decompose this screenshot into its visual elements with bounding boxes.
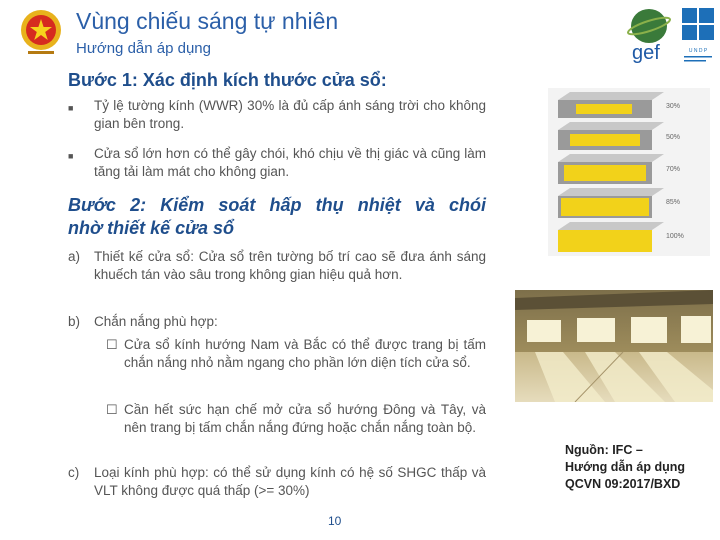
undp-logo-text: U N D P (688, 48, 708, 54)
wwr-block-50 (558, 122, 664, 150)
wwr-label: 30% (666, 103, 681, 110)
checkbox-icon: ☐ (106, 337, 118, 352)
step1-heading: Bước 1: Xác định kích thước cửa sổ: (68, 70, 387, 90)
item-a-text: Thiết kế cửa sổ: Cửa sổ trên tường bố trí cao sẽ đưa ánh sáng khuếch tán vào sâu trong không gian hiệu quả hơn. (94, 249, 486, 282)
checkbox-icon: ☐ (106, 402, 118, 417)
source-line-3: QCVN 09:2017/BXD (565, 477, 681, 491)
wwr-label: 50% (666, 134, 681, 141)
sub-item-1: Cửa sổ kính hướng Nam và Bắc có thể được trang bị tấm chắn nắng nhỏ nằm ngang cho phần lớn diện tích cửa sổ. (124, 337, 486, 370)
step2-heading-line-2: nhờ thiết kế cửa sổ (68, 218, 234, 238)
item-b-marker: b) (68, 314, 81, 329)
source-line-1: Nguồn: IFC – (565, 443, 643, 457)
room-daylight-photo (515, 290, 713, 402)
bullet-icon: ■ (68, 151, 74, 161)
item-b-text: Chắn nắng phù hợp: (94, 314, 218, 329)
wwr-label: 70% (666, 166, 681, 173)
national-emblem-icon (18, 8, 64, 58)
item-c-text: Loại kính phù hợp: có thể sử dụng kính có hệ số SHGC thấp và VLT không được quá thấp (>= 30%) (94, 465, 486, 498)
undp-logo-icon (680, 6, 716, 64)
gef-logo-text: gef (632, 42, 660, 64)
source-line-2: Hướng dẫn áp dụng (565, 460, 686, 474)
wwr-block-30 (558, 92, 664, 118)
gef-logo-icon (620, 6, 678, 64)
step2-heading-line-1: Bước 2: Kiểm soát hấp thụ nhiệt và chói (68, 195, 486, 215)
wwr-block-100 (558, 222, 664, 252)
wwr-label: 100% (666, 233, 684, 240)
wwr-block-85 (558, 188, 664, 218)
step1-bullet-1: Tỷ lệ tường kính (WWR) 30% là đủ cấp ánh sáng trời cho không gian bên trong. (94, 98, 486, 131)
item-c-marker: c) (68, 465, 80, 480)
wwr-block-70 (558, 154, 664, 184)
source-note (565, 442, 715, 493)
page-subtitle: Hướng dẫn áp dụng (76, 40, 211, 57)
page-title: Vùng chiếu sáng tự nhiên (76, 8, 339, 34)
item-a-marker: a) (68, 249, 81, 264)
wwr-figure (548, 88, 710, 256)
step1-bullet-2: Cửa sổ lớn hơn có thể gây chói, khó chịu về thị giác và cũng làm tăng tải làm mát cho không gian. (94, 146, 486, 179)
wwr-label: 85% (666, 199, 681, 206)
step2-heading (68, 194, 486, 240)
bullet-icon: ■ (68, 103, 74, 113)
page-number: 10 (328, 514, 342, 528)
sub-item-2: Cần hết sức hạn chế mở cửa sổ hướng Đông và Tây, và nên trang bị tấm chắn nắng đứng hoặc chắn nắng toàn bộ. (124, 402, 486, 435)
